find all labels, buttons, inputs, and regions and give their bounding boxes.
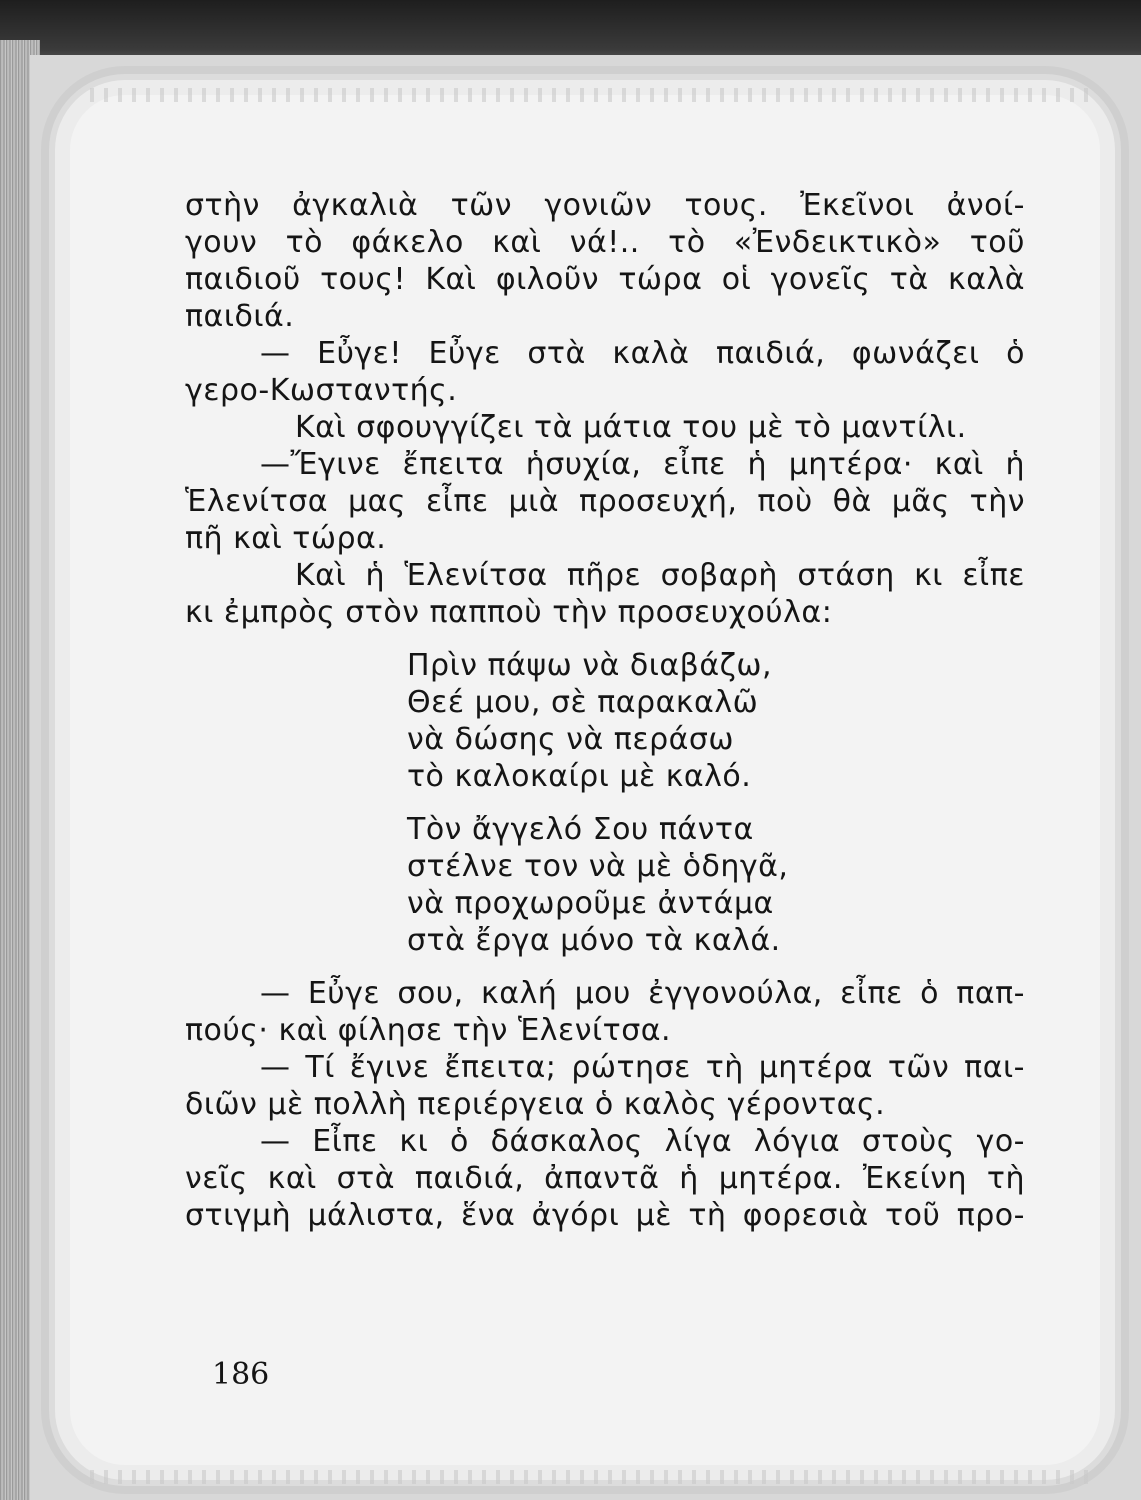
text-line: Ἑλενίτσα μας εἶπε μιὰ προσευχή, ποὺ θὰ μᾶς τὴν: [185, 484, 1025, 519]
text-line: στιγμὴ μάλιστα, ἕνα ἀγόρι μὲ τὴ φορεσιὰ τοῦ προ-: [185, 1198, 1025, 1233]
text-line: — Εὖγε! Εὖγε στὰ καλὰ παιδιά, φωνάζει ὁ: [260, 336, 1025, 371]
verse-line: Θεέ μου, σὲ παρακαλῶ: [407, 685, 759, 720]
text-line: παιδιά.: [185, 299, 295, 334]
text-line: Καὶ ἡ Ἑλενίτσα πῆρε σοβαρὴ στάση κι εἶπε: [295, 558, 1025, 593]
verse-line: Τὸν ἄγγελό Σου πάντα: [407, 812, 754, 847]
body-text: [185, 188, 1025, 1235]
text-line: — Εἶπε κι ὁ δάσκαλος λίγα λόγια στοὺς γο-: [260, 1124, 1025, 1159]
page-number: 186: [212, 1357, 270, 1392]
text-line: —Ἔγινε ἔπειτα ἡσυχία, εἶπε ἡ μητέρα· καὶ ἡ: [260, 447, 1025, 482]
text-line: γερο-Κωσταντής.: [185, 373, 458, 408]
text-line: — Τί ἔγινε ἔπειτα; ρώτησε τὴ μητέρα τῶν παι-: [260, 1050, 1025, 1085]
verse-line: νὰ προχωροῦμε ἀντάμα: [407, 886, 774, 921]
verse-line: στέλνε τον νὰ μὲ ὁδηγᾶ,: [407, 849, 789, 884]
text-line: παιδιοῦ τους! Καὶ φιλοῦν τώρα οἱ γονεῖς τὰ καλὰ: [185, 262, 1025, 297]
text-line: γουν τὸ φάκελο καὶ νά!.. τὸ «Ἐνδεικτικὸ» τοῦ: [185, 225, 1025, 260]
text-line: νεῖς καὶ στὰ παιδιά, ἀπαντᾶ ἡ μητέρα. Ἐκείνη τὴ: [185, 1161, 1025, 1196]
text-line: Καὶ σφουγγίζει τὰ μάτια του μὲ τὸ μαντίλι.: [295, 410, 967, 445]
scallop-border-top: [80, 88, 1090, 102]
text-line: πούς· καὶ φίλησε τὴν Ἑλενίτσα.: [185, 1013, 672, 1048]
scallop-border-bottom: [80, 1470, 1090, 1484]
text-line: πῆ καὶ τώρα.: [185, 521, 387, 556]
verse-line: στὰ ἔργα μόνο τὰ καλά.: [407, 923, 781, 958]
text-line: — Εὖγε σου, καλή μου ἐγγονούλα, εἶπε ὁ παπ-: [260, 976, 1025, 1011]
verse-line: τὸ καλοκαίρι μὲ καλό.: [407, 759, 752, 794]
text-line: διῶν μὲ πολλὴ περιέργεια ὁ καλὸς γέροντας.: [185, 1087, 886, 1122]
verse-line: Πρὶν πάψω νὰ διαβάζω,: [407, 648, 773, 683]
verse-line: νὰ δώσης νὰ περάσω: [407, 722, 735, 757]
text-line: κι ἐμπρὸς στὸν παπποὺ τὴν προσευχούλα:: [185, 595, 833, 630]
text-line: στὴν ἀγκαλιὰ τῶν γονιῶν τους. Ἐκεῖνοι ἀνοί-: [185, 188, 1025, 223]
